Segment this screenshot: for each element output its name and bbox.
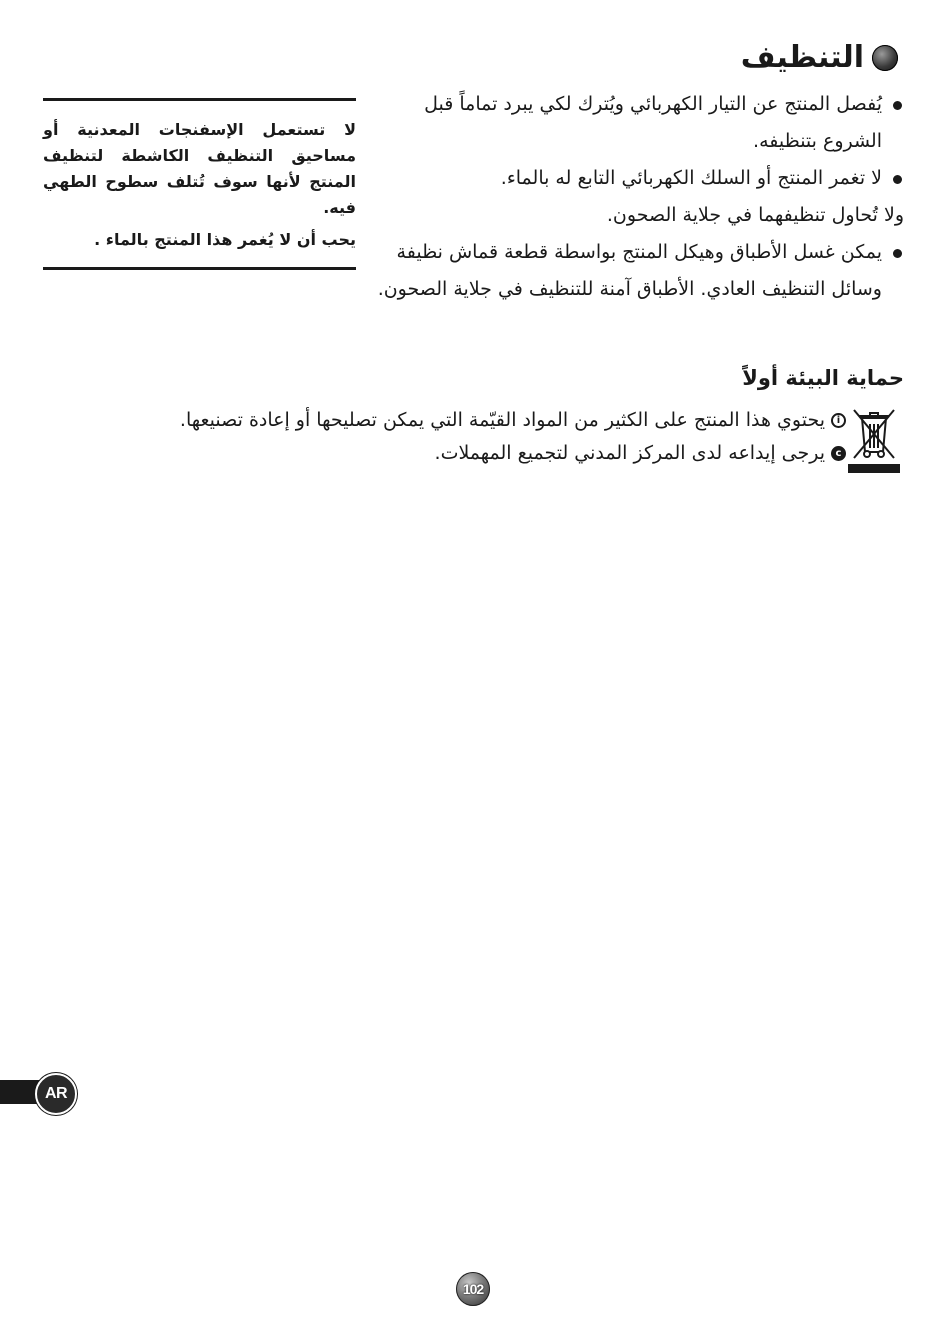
warning-text: يحب أن لا يُغمر هذا المنتج بالماء .: [94, 230, 356, 249]
environment-text: [126, 404, 846, 470]
cleaning-section-header: [538, 40, 898, 75]
list-item-text: يُفصل المنتج عن التيار الكهربائي ويُترك لكي يبرد تماماً قبل الشروع بتنظيفه.: [424, 93, 882, 152]
section-bullet-icon: [872, 45, 898, 71]
warning-text: لا تستعمل الإسفنجات المعدنية أو مساحيق التنظيف الكاشطة لتنظيف المنتج لأنها سوف تُتلف سطوح الطهي فيه.: [43, 120, 356, 217]
bullet-icon: [893, 249, 902, 258]
environment-line: [126, 437, 846, 470]
environment-line-text: يرجى إيداعه لدى المركز المدني لتجميع المهملات.: [434, 442, 825, 464]
info-circle-icon: i: [831, 413, 846, 428]
cleaning-title: التنظيف: [740, 40, 864, 75]
language-badge: AR: [35, 1073, 77, 1115]
warning-box: [43, 98, 356, 270]
list-item-text: لا تغمر المنتج أو السلك الكهربائي التابع له بالماء.: [500, 167, 882, 189]
bullet-icon: [893, 175, 902, 184]
list-item: [374, 86, 904, 160]
crossed-out-wheelie-bin-icon: [846, 404, 902, 476]
recycle-circle-icon: c: [831, 446, 846, 461]
environment-title: حماية البيئة أولاً: [742, 366, 904, 390]
environment-line: [126, 404, 846, 437]
list-item: [374, 160, 904, 197]
list-item: [374, 234, 904, 308]
bullet-icon: [893, 101, 902, 110]
environment-line-text: يحتوي هذا المنتج على الكثير من المواد القيّمة التي يمكن تصليحها أو إعادة تصنيعها.: [179, 409, 825, 431]
list-item-text: يمكن غسل الأطباق وهيكل المنتج بواسطة قطعة قماش نظيفة وسائل التنظيف العادي. الأطباق آمنة للتنظيف في جلاية الصحون.: [377, 241, 882, 300]
page-number: 102: [456, 1272, 490, 1306]
list-item: [374, 197, 904, 234]
list-item-text: ولا تُحاول تنظيفهما في جلاية الصحون.: [606, 204, 904, 226]
cleaning-instructions-list: [374, 86, 904, 308]
